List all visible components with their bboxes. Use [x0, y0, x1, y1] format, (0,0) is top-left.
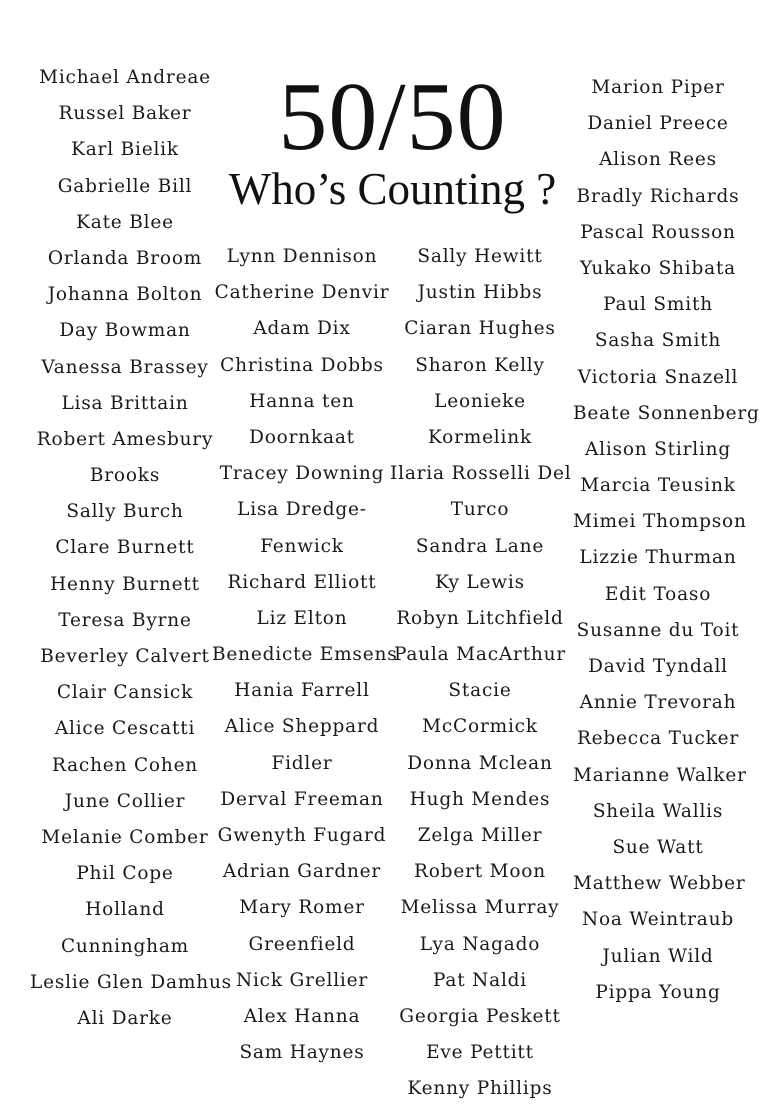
- name-entry: Holland: [85, 899, 165, 921]
- name-entry: Robert Amesbury: [36, 428, 214, 450]
- name-entry: Alison Rees: [599, 149, 717, 171]
- name-entry: Ky Lewis: [435, 571, 525, 593]
- name-entry: Lizzie Thurman: [579, 547, 737, 569]
- name-entry: Sheila Wallis: [592, 800, 724, 822]
- name-entry: Yukako Shibata: [579, 257, 737, 279]
- name-entry: Ilaria Rosselli Del: [390, 463, 572, 485]
- name-entry: Eve Pettitt: [426, 1042, 534, 1064]
- name-entry: Greenfield: [248, 933, 356, 955]
- name-entry: Susanne du Toit: [576, 619, 740, 641]
- name-entry: Julian Wild: [602, 945, 714, 967]
- name-entry: Mimei Thompson: [573, 511, 747, 533]
- name-entry: Orlanda Broom: [47, 247, 203, 269]
- name-entry: Hugh Mendes: [409, 788, 551, 810]
- name-entry: Teresa Byrne: [58, 609, 192, 631]
- name-entry: Georgia Peskett: [399, 1005, 561, 1027]
- name-entry: Michael Andreae: [39, 67, 211, 88]
- poster-title: 50/50: [278, 63, 507, 171]
- name-entry: Alice Sheppard: [224, 716, 380, 738]
- name-entry: Clair Cansick: [56, 682, 194, 704]
- name-entry: Christina Dobbs: [220, 354, 384, 376]
- names-column-2: [212, 239, 398, 1071]
- name-entry: Brooks: [89, 465, 161, 487]
- name-entry: Sam Haynes: [239, 1042, 365, 1064]
- name-entry: Annie Trevorah: [579, 692, 737, 714]
- name-entry: Leonieke: [434, 390, 526, 412]
- name-entry: Robyn Litchfield: [396, 607, 564, 629]
- name-entry: Paula MacArthur: [393, 644, 567, 666]
- name-entry: Hanna ten: [249, 390, 355, 412]
- name-entry: Pat Naldi: [432, 969, 528, 991]
- name-entry: Bradly Richards: [576, 185, 740, 207]
- name-entry: Karl Bielik: [71, 139, 179, 161]
- name-entry: Justin Hibbs: [417, 282, 543, 304]
- name-entry: Adrian Gardner: [222, 861, 382, 883]
- name-entry: Henny Burnett: [50, 573, 200, 595]
- name-entry: Marcia Teusink: [580, 475, 736, 497]
- name-entry: Derval Freeman: [220, 788, 384, 810]
- name-entry: Rachen Cohen: [51, 754, 199, 776]
- name-entry: Matthew Webber: [573, 873, 746, 895]
- name-entry: Rebecca Tucker: [576, 728, 740, 750]
- name-entry: Sally Hewitt: [417, 246, 543, 267]
- name-entry: David Tyndall: [588, 656, 728, 677]
- name-entry: Benedicte Emsens: [212, 644, 398, 666]
- name-entry: McCormick: [422, 716, 538, 738]
- name-entry: Pippa Young: [595, 981, 721, 1003]
- poster-subtitle: Who’s Counting ?: [228, 164, 557, 214]
- name-entry: Sally Burch: [66, 501, 184, 523]
- name-entry: Noa Weintraub: [582, 909, 734, 931]
- name-entry: Vanessa Brassey: [41, 356, 209, 378]
- name-entry: Mary Romer: [239, 897, 365, 919]
- name-entry: Sandra Lane: [415, 535, 545, 557]
- names-column-1: [30, 60, 232, 1037]
- name-entry: June Collier: [64, 790, 186, 812]
- name-entry: Marianne Walker: [573, 764, 747, 786]
- name-entry: Zelga Miller: [417, 825, 543, 846]
- names-column-3: [390, 239, 570, 1108]
- name-entry: Clare Burnett: [55, 537, 195, 559]
- name-entry: Alison Stirling: [584, 438, 732, 460]
- name-entry: Beverley Calvert: [40, 646, 210, 667]
- name-entry: Gabrielle Bill: [57, 175, 193, 197]
- name-entry: Ali Darke: [77, 1007, 173, 1029]
- name-entry: Leslie Glen Damhus: [30, 971, 232, 993]
- name-entry: Sasha Smith: [594, 330, 722, 352]
- name-entry: Gwenyth Fugard: [217, 825, 387, 846]
- name-entry: Victoria Snazell: [577, 366, 739, 388]
- name-entry: Nick Grellier: [235, 969, 369, 991]
- name-entry: Alex Hanna: [243, 1005, 361, 1027]
- name-entry: Lisa Dredge-: [237, 499, 367, 521]
- name-entry: Kormelink: [428, 426, 532, 448]
- names-column-4: [573, 70, 760, 1011]
- name-entry: Robert Moon: [414, 861, 546, 883]
- name-entry: Melissa Murray: [400, 897, 560, 919]
- name-entry: Lya Nagado: [419, 933, 541, 955]
- name-entry: Alice Cescatti: [54, 718, 196, 740]
- name-entry: Russel Baker: [58, 103, 192, 125]
- name-entry: Cunningham: [60, 935, 190, 957]
- name-entry: Ciaran Hughes: [404, 318, 556, 340]
- name-entry: Liz Elton: [256, 607, 348, 629]
- name-entry: Marion Piper: [591, 77, 725, 98]
- name-entry: Lisa Brittain: [61, 392, 189, 414]
- name-entry: Melanie Comber: [41, 826, 209, 848]
- name-entry: Edit Toaso: [604, 583, 712, 605]
- name-entry: Sharon Kelly: [415, 354, 545, 376]
- name-entry: Johanna Bolton: [47, 284, 203, 306]
- name-entry: Hania Farrell: [234, 680, 370, 702]
- name-entry: Lynn Dennison: [226, 246, 378, 267]
- name-entry: Richard Elliott: [227, 571, 377, 593]
- name-entry: Daniel Preece: [587, 113, 729, 135]
- name-entry: Day Bowman: [59, 320, 191, 342]
- name-entry: Turco: [450, 499, 510, 521]
- name-entry: Kate Blee: [76, 211, 174, 233]
- name-entry: Phil Cope: [76, 863, 174, 885]
- name-entry: Fenwick: [260, 535, 344, 557]
- name-entry: Catherine Denvir: [214, 282, 390, 304]
- name-entry: Fidler: [271, 752, 333, 774]
- name-entry: Sue Watt: [612, 836, 704, 858]
- name-entry: Stacie: [448, 680, 512, 702]
- name-entry: Beate Sonnenberg: [573, 402, 760, 424]
- name-entry: Doornkaat: [249, 426, 355, 448]
- name-entry: Donna Mclean: [407, 752, 553, 774]
- name-entry: Tracey Downing: [219, 463, 385, 485]
- name-entry: Kenny Phillips: [407, 1078, 553, 1100]
- name-entry: Pascal Rousson: [580, 221, 736, 243]
- name-entry: Paul Smith: [603, 294, 713, 316]
- name-entry: Adam Dix: [253, 318, 351, 340]
